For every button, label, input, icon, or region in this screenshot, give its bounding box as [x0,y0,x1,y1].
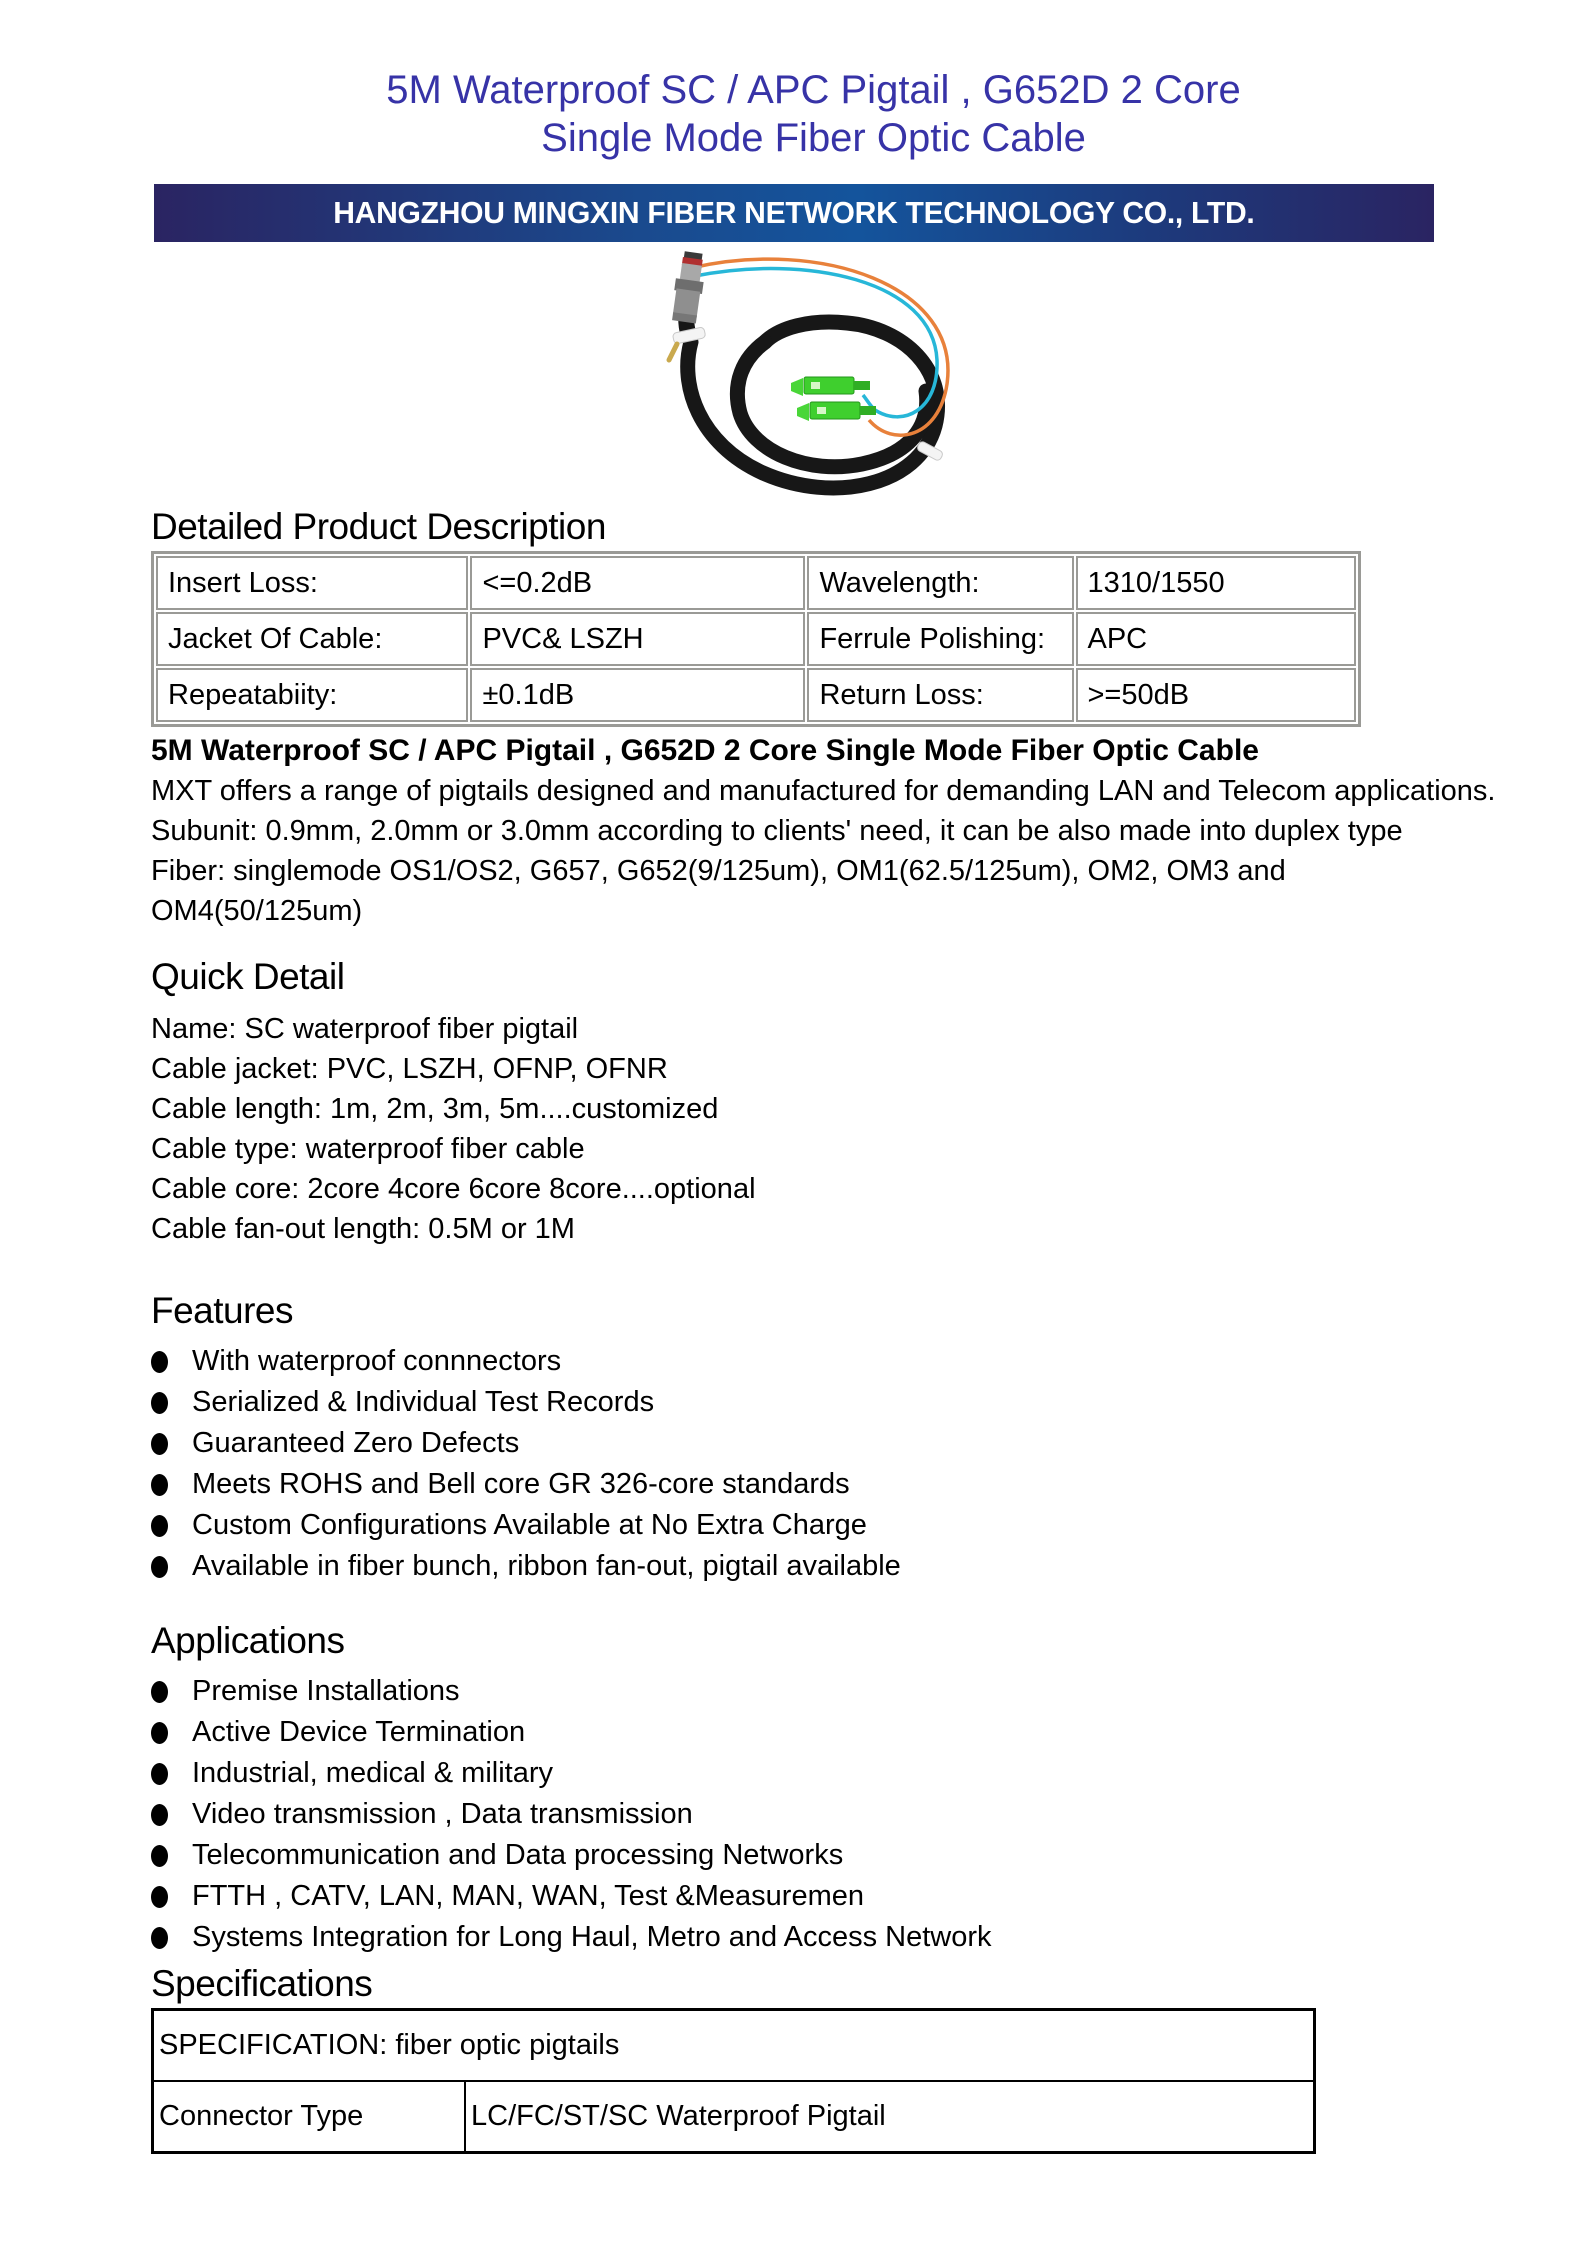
page-title-line2: Single Mode Fiber Optic Cable [541,116,1086,160]
bullet-icon [151,1556,168,1578]
list-item [151,1753,1517,1794]
list-item [151,1917,1517,1958]
product-photo [629,252,959,467]
product-description-paragraph [151,771,1517,931]
product-bold-title: 5M Waterproof SC / APC Pigtail , G652D 2 Core Single Mode Fiber Optic Cable [151,734,1259,767]
spec-value: LC/FC/ST/SC Waterproof Pigtail [465,2081,1315,2153]
application-text: Telecommunication and Data processing Networks [192,1839,844,1871]
application-text: FTTH , CATV, LAN, MAN, WAN, Test &Measuremen [192,1880,864,1912]
quick-detail-line: Cable fan-out length: 0.5M or 1M [151,1213,575,1245]
fiber-cable-illustration [629,250,959,514]
applications-list [151,1671,1517,1958]
quick-detail-line: Cable core: 2core 4core 6core 8core....optional [151,1173,756,1205]
spec-value: <=0.2dB [470,556,805,610]
section-heading-applications: Applications [151,1620,345,1661]
spec-value: APC [1076,612,1357,666]
list-item [151,1794,1517,1835]
spec-value: >=50dB [1076,668,1357,722]
feature-text: Meets ROHS and Bell core GR 326-core standards [192,1468,850,1500]
features-list [151,1341,1517,1587]
bullet-icon [151,1474,168,1496]
metal-connector [670,251,707,324]
quick-detail-line: Cable jacket: PVC, LSZH, OFNP, OFNR [151,1053,668,1085]
list-item [151,1464,1517,1505]
list-item [151,1382,1517,1423]
spec-label: Return Loss: [807,668,1073,722]
company-banner [154,184,1434,242]
spec-label: Insert Loss: [156,556,468,610]
bullet-icon [151,1515,168,1537]
application-text: Industrial, medical & military [192,1757,553,1789]
feature-text: Custom Configurations Available at No Extra Charge [192,1509,867,1541]
section-heading-features: Features [151,1290,294,1331]
description-line: Subunit: 0.9mm, 2.0mm or 3.0mm according to clients' need, it can be also made into duplex type [151,815,1403,847]
spec-label: Jacket Of Cable: [156,612,468,666]
spec-value: PVC& LSZH [470,612,805,666]
list-item [151,1876,1517,1917]
bullet-icon [151,1886,168,1908]
bullet-icon [151,1927,168,1949]
application-text: Premise Installations [192,1675,460,1707]
description-line: Fiber: singlemode OS1/OS2, G657, G652(9/125um), OM1(62.5/125um), OM2, OM3 and [151,855,1286,887]
quick-detail-line: Cable length: 1m, 2m, 3m, 5m....customized [151,1093,719,1125]
bullet-icon [151,1433,168,1455]
list-item [151,1341,1517,1382]
table-row [156,612,1356,666]
bullet-icon [151,1392,168,1414]
description-line: OM4(50/125um) [151,895,363,927]
spec-value: 1310/1550 [1076,556,1357,610]
table-row [156,556,1356,610]
page-title-line1: 5M Waterproof SC / APC Pigtail , G652D 2 Core [386,68,1241,112]
description-line: MXT offers a range of pigtails designed and manufactured for demanding LAN and Telecom applications. [151,775,1496,807]
spec-value: ±0.1dB [470,668,805,722]
feature-text: Available in fiber bunch, ribbon fan-out, pigtail available [192,1550,901,1582]
application-text: Video transmission , Data transmission [192,1798,693,1830]
page-title [0,0,1587,162]
product-description-table [151,551,1361,727]
sc-apc-connector [797,402,876,421]
section-heading-quick-detail: Quick Detail [151,956,345,997]
bullet-icon [151,1722,168,1744]
spec-label: Wavelength: [807,556,1073,610]
feature-text: Guaranteed Zero Defects [192,1427,520,1459]
section-heading-specifications: Specifications [151,1963,373,2004]
bullet-icon [151,1351,168,1373]
feature-text: With waterproof connnectors [192,1345,562,1377]
company-name: HANGZHOU MINGXIN FIBER NETWORK TECHNOLOGY CO., LTD. [332,195,1255,230]
bullet-icon [151,1763,168,1785]
list-item [151,1423,1517,1464]
specifications-table [151,2008,1316,2154]
bullet-icon [151,1804,168,1826]
bullet-icon [151,1845,168,1867]
feature-text: Serialized & Individual Test Records [192,1386,655,1418]
quick-detail-list [151,1009,1517,1249]
quick-detail-line: Name: SC waterproof fiber pigtail [151,1013,579,1045]
cable-coil [686,308,937,488]
list-item [151,1505,1517,1546]
list-item [151,1712,1517,1753]
brass-pin [669,344,677,360]
table-row [156,668,1356,722]
list-item [151,1835,1517,1876]
list-item [151,1671,1517,1712]
list-item [151,1546,1517,1587]
application-text: Systems Integration for Long Haul, Metro and Access Network [192,1921,992,1953]
bullet-icon [151,1681,168,1703]
application-text: Active Device Termination [192,1716,526,1748]
spec-label: Connector Type [153,2081,466,2153]
table-row [153,2010,1315,2082]
spec-label: Repeatabiity: [156,668,468,722]
spec-table-header: SPECIFICATION: fiber optic pigtails [153,2010,1315,2082]
section-heading-detailed-product-description: Detailed Product Description [151,506,606,547]
quick-detail-line: Cable type: waterproof fiber cable [151,1133,585,1165]
table-row [153,2081,1315,2153]
sc-apc-connector [791,377,870,396]
spec-label: Ferrule Polishing: [807,612,1073,666]
